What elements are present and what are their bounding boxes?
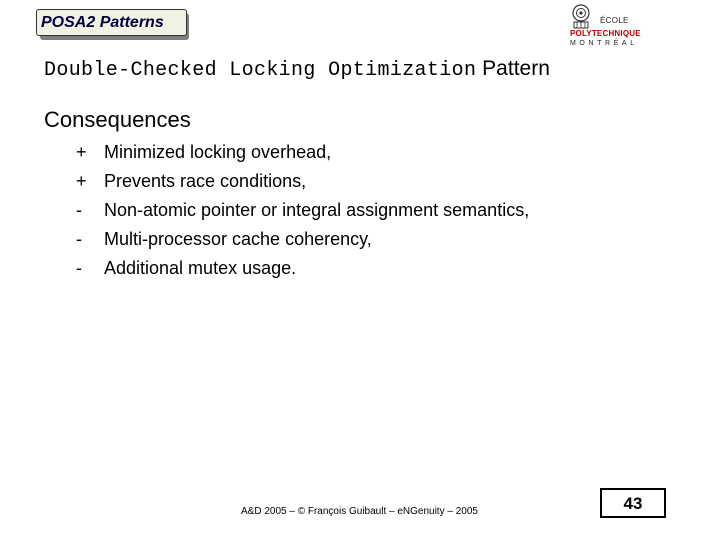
badge-label: POSA2 Patterns	[36, 9, 187, 36]
section-heading: Consequences	[44, 107, 191, 132]
school-logo	[567, 4, 647, 50]
bullet-text: Additional mutex usage.	[104, 258, 297, 278]
logo-line-ecole: ÉCOLE	[600, 16, 629, 25]
bullet-symbol: -	[76, 229, 82, 249]
slide-title	[44, 56, 550, 84]
title-pattern-name: Double-Checked Locking Optimization	[44, 59, 477, 82]
bullet-text: Non-atomic pointer or integral assignment semantics,	[104, 200, 530, 220]
bullet-symbol: -	[76, 258, 82, 278]
bullet-text: Prevents race conditions,	[104, 171, 307, 191]
bullet-symbol: +	[76, 142, 87, 162]
title-pattern-word: Pattern	[482, 57, 550, 80]
logo-line-polytechnique: POLYTECHNIQUE	[570, 29, 641, 38]
bullet-text: Multi-processor cache coherency,	[104, 229, 372, 249]
bullet-symbol: -	[76, 200, 82, 220]
logo-line-montreal: MONTRÉAL	[570, 40, 638, 47]
footer-copyright: A&D 2005 – © François Guibault – eNGenuity – 2005	[241, 506, 478, 517]
bullet-symbol: +	[76, 171, 87, 191]
course-badge	[36, 9, 189, 40]
bullet-text: Minimized locking overhead,	[104, 142, 332, 162]
crest-icon	[570, 4, 592, 30]
page-number: 43	[600, 488, 666, 518]
